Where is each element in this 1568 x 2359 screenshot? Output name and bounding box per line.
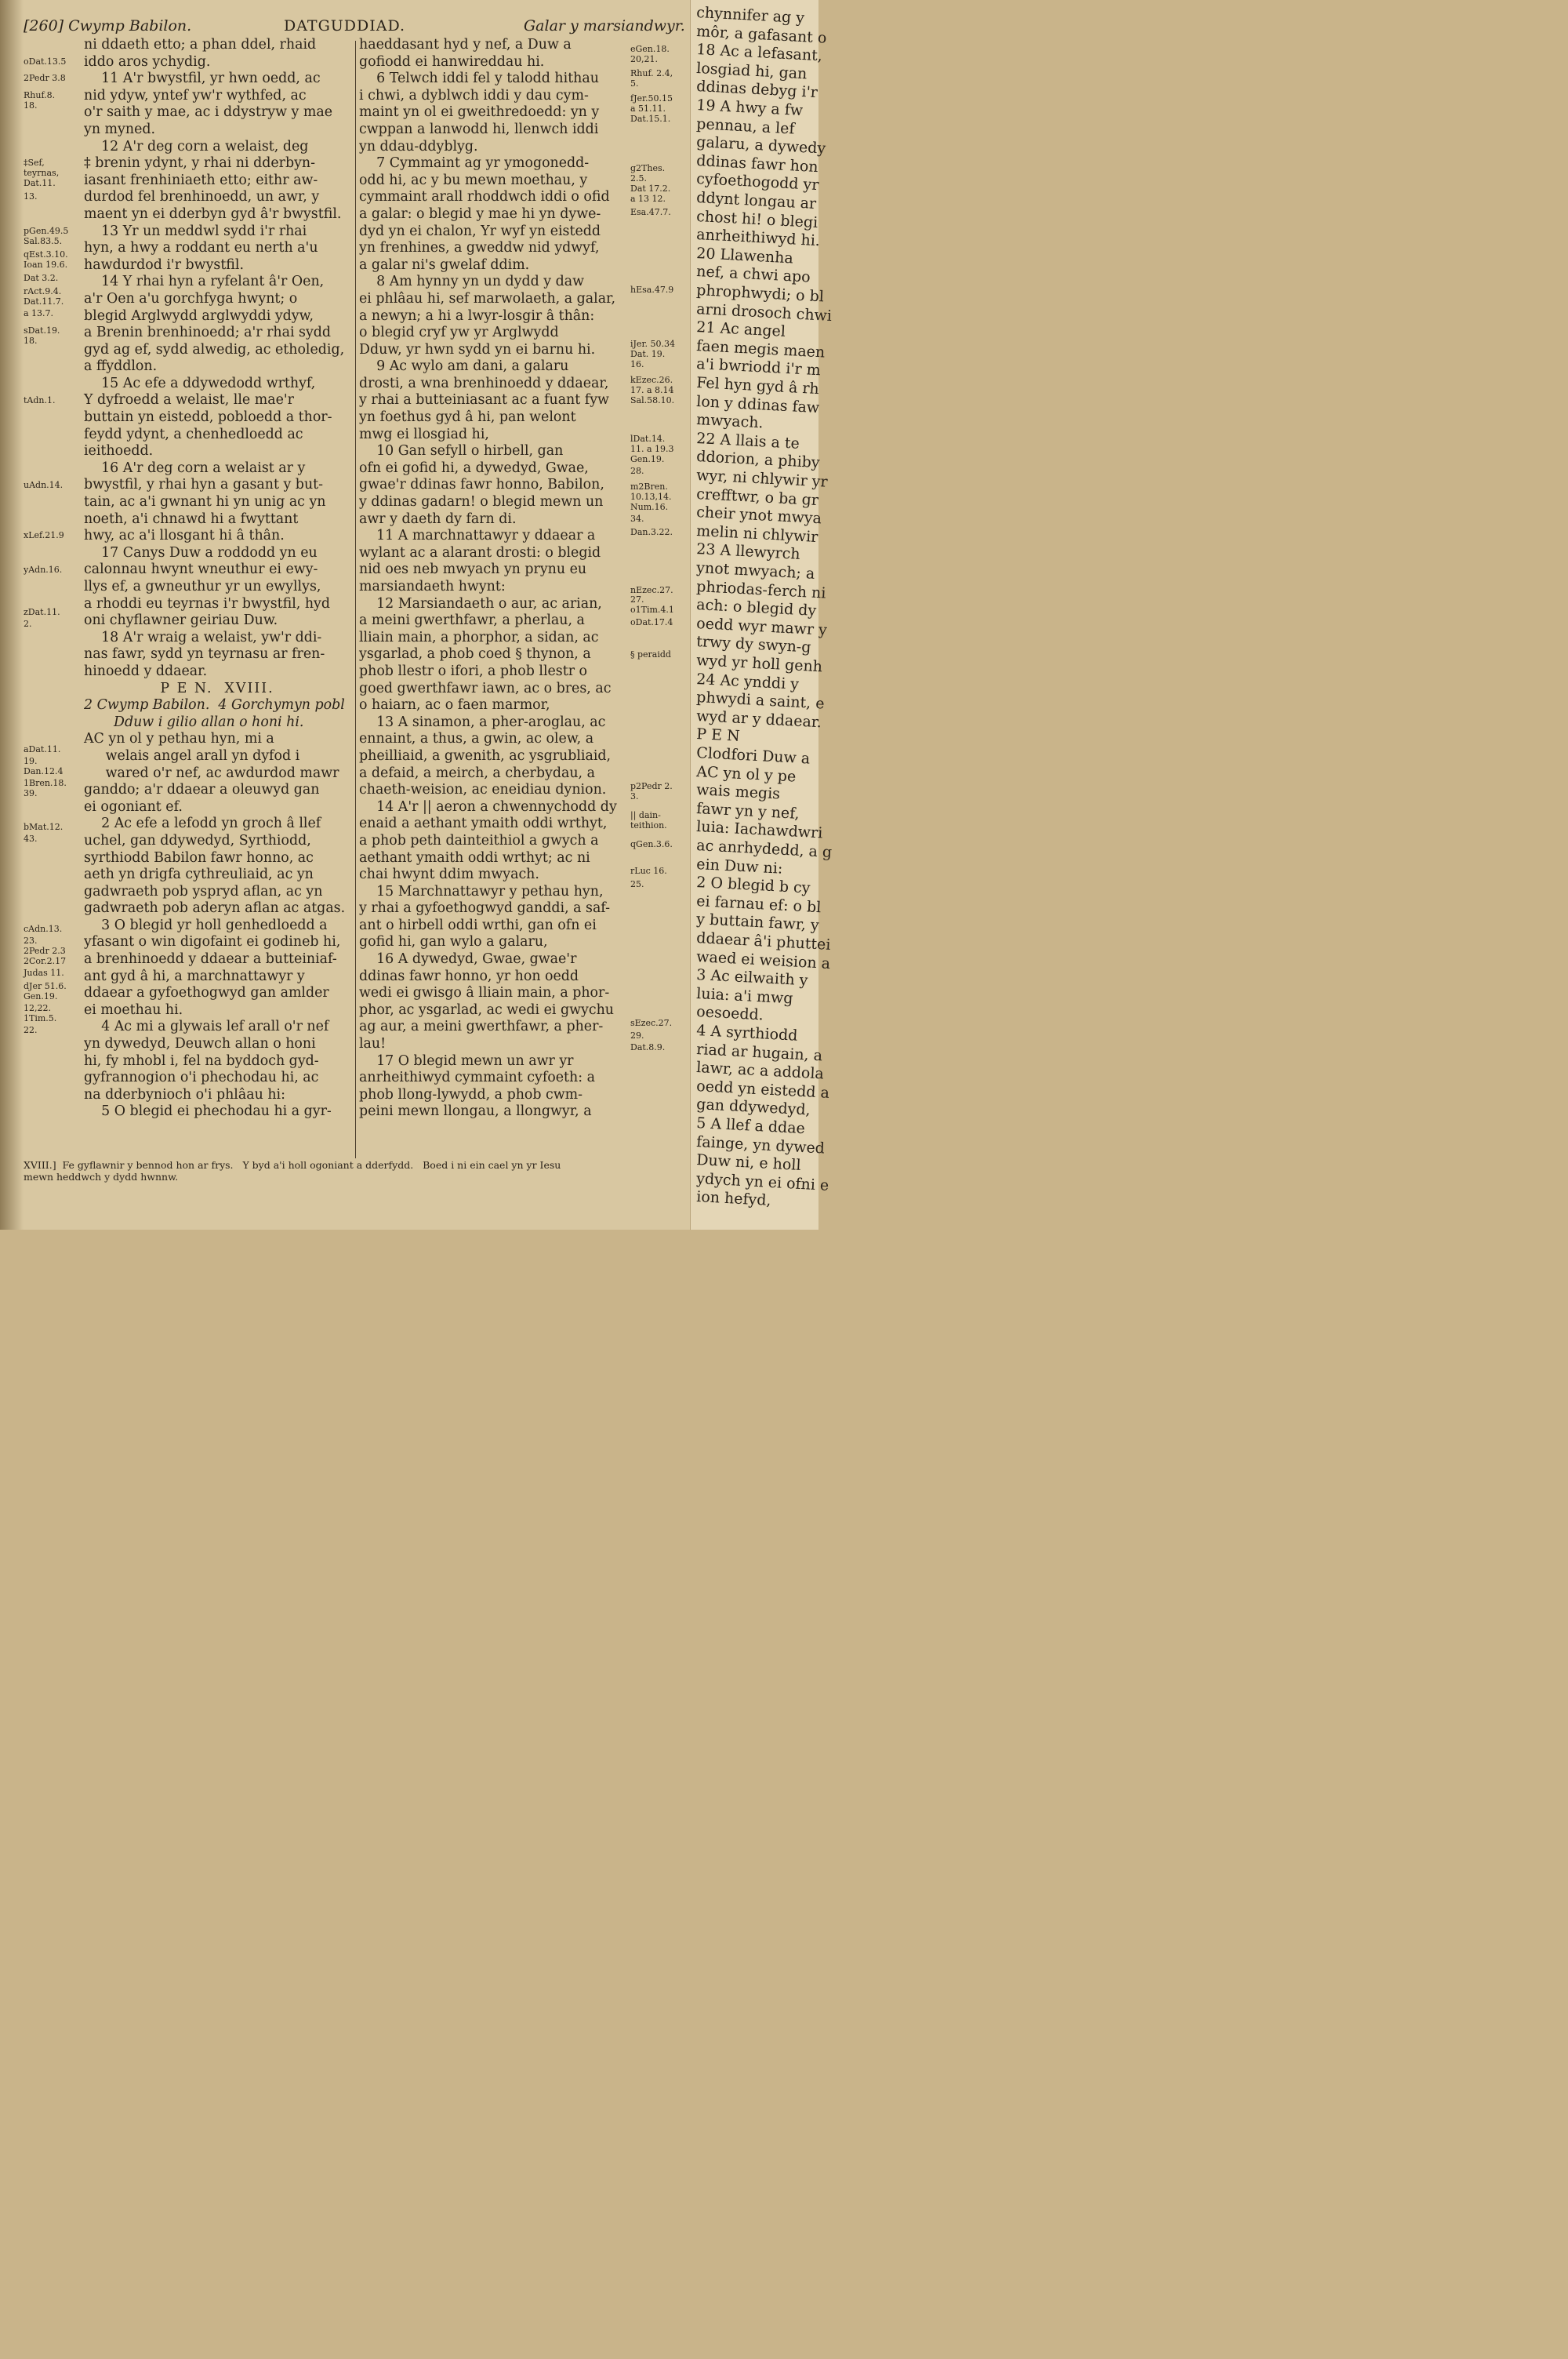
facing-page-line: 19 A hwy a fw: [695, 96, 804, 120]
cross-reference: Dat.8.9.: [630, 1041, 666, 1052]
cross-reference: Ioan 19.6.: [24, 259, 68, 270]
cross-reference: 3.: [630, 791, 639, 802]
cross-reference: Num.16.: [630, 501, 669, 512]
cross-reference: Dat.11.7.: [24, 296, 64, 307]
verse-line: lau!: [359, 1036, 387, 1052]
verse-line: a ffyddlon.: [84, 358, 158, 375]
verse-line: hyn, a hwy a roddant eu nerth a'u: [84, 240, 318, 256]
facing-page-line: lon y ddinas faw: [695, 392, 820, 416]
cross-reference: oDat.13.5: [24, 56, 67, 67]
verse-line: anrheithiwyd cymmaint cyfoeth: a: [359, 1070, 595, 1086]
verse-line: ei moethau hi.: [84, 1001, 183, 1018]
verse-line: y rhai a butteiniasant ac a fuant fyw: [359, 392, 609, 409]
verse-line: wylant ac a alarant drosti: o blegid: [359, 544, 601, 561]
cross-reference: fJer.50.15: [630, 93, 673, 104]
bible-page: [0, 0, 690, 1230]
facing-page-line: 23 A llewyrch: [695, 540, 801, 564]
cross-reference: tAdn.1.: [24, 394, 56, 405]
facing-page-line: P E N: [695, 725, 741, 746]
verse-line: 14 A'r || aeron a chwennychodd dy: [359, 798, 617, 815]
verse-line: feydd ydynt, a chenhedloedd ac: [84, 426, 303, 442]
chapter-title: P E N. XVIII.: [160, 680, 274, 696]
facing-page-line: losgiad hi, gan: [695, 59, 808, 83]
cross-reference: iJer. 50.34: [630, 339, 675, 350]
verse-line: aeth yn drigfa cythreuliaid, ac yn: [84, 867, 314, 883]
cross-reference: 22.: [24, 1025, 38, 1036]
cross-reference: teyrnas,: [24, 168, 60, 179]
verse-line: 13 A sinamon, a pher-aroglau, ac: [359, 714, 606, 730]
verse-line: yn ddau-ddyblyg.: [359, 138, 478, 154]
cross-reference: sEzec.27.: [630, 1018, 673, 1029]
cross-reference: qGen.3.6.: [630, 838, 673, 849]
cross-reference: 12,22.: [24, 1003, 51, 1014]
verse-line: phor, ac ysgarlad, ac wedi ei gwychu: [359, 1001, 614, 1018]
facing-page-line: fainge, yn dywed: [695, 1132, 826, 1158]
verse-line: a meini gwerthfawr, a pherlau, a: [359, 612, 585, 629]
facing-page-line: 24 Ac ynddi y: [695, 670, 800, 693]
facing-page-line: ddorion, a phiby: [695, 448, 821, 472]
cross-reference: Esa.47.7.: [630, 206, 671, 217]
verse-line: 17 O blegid mewn un awr yr: [359, 1052, 574, 1069]
verse-line: gwae'r ddinas fawr honno, Babilon,: [359, 477, 604, 493]
verse-line: wared o'r nef, ac awdurdod mawr: [84, 765, 339, 781]
verse-line: marsiandaeth hwynt:: [359, 579, 506, 594]
verse-line: ei ogoniant ef.: [84, 798, 183, 815]
facing-page-line: oedd wyr mawr y: [695, 614, 828, 639]
cross-reference: 2.5.: [630, 173, 647, 184]
verse-line: a phob peth dainteithiol a gwych a: [359, 832, 599, 849]
cross-reference: 2Pedr 2.3: [24, 945, 66, 956]
verse-line: 16 A dywedyd, Gwae, gwae'r: [359, 951, 577, 968]
cross-reference: g2Thes.: [630, 162, 666, 173]
verse-line: lliain main, a phorphor, a sidan, ac: [359, 629, 599, 645]
verse-line: drosti, a wna brenhinoedd y ddaear,: [359, 375, 609, 391]
verse-line: 7 Cymmaint ag yr ymogonedd-: [359, 155, 590, 172]
facing-page-line: trwy dy swyn-g: [695, 633, 812, 657]
facing-page-line: phriodas-ferch ni: [695, 577, 826, 602]
running-head-book: DATGUDDIAD.: [284, 17, 406, 35]
verse-line: 11 A marchnattawyr y ddaear a: [359, 528, 596, 544]
page-footer-note: [24, 1159, 561, 1183]
verse-line: ddinas fawr honno, yr hon oedd: [359, 968, 579, 984]
verse-line: o'r saith y mae, ac i ddystryw y mae: [84, 104, 333, 121]
facing-page-line: nef, a chwi apo: [695, 263, 811, 286]
verse-line: wedi ei gwisgo â lliain main, a phor-: [359, 985, 610, 1001]
facing-page-line: y buttain fawr, y: [695, 911, 820, 935]
verse-line: ag aur, a meini gwerthfawr, a pher-: [359, 1019, 604, 1035]
verse-line: 10 Gan sefyll o hirbell, gan: [359, 443, 564, 460]
facing-page-line: Fel hyn gyd â rh: [695, 373, 820, 398]
verse-line: a newyn; a hi a lwyr-losgir â thân:: [359, 307, 595, 324]
verse-line: maint yn ol ei gweithredoedd: yn y: [359, 104, 600, 121]
facing-page-line: 20 Llawenha: [695, 244, 794, 267]
facing-page-line: ach: o blegid dy: [695, 596, 817, 620]
verse-line: maent yn ei dderbyn gyd â'r bwystfil.: [84, 205, 342, 222]
facing-page-line: chost hi! o blegi: [695, 207, 818, 231]
verse-line: ysgarlad, a phob coed § thynon, a: [359, 646, 591, 663]
verse-line: uchel, gan ddywedyd, Syrthiodd,: [84, 832, 311, 849]
verse-line: noeth, a'i chnawd hi a fwyttant: [84, 511, 299, 527]
verse-line: ieithoedd.: [84, 443, 154, 460]
verse-line: ofn ei gofid hi, a dywedyd, Gwae,: [359, 460, 589, 476]
facing-page-line: Clodfori Duw a: [695, 743, 811, 768]
verse-line: i chwi, a dyblwch iddi y dau cym-: [359, 87, 589, 104]
facing-page-line: anrheithiwyd hi.: [695, 226, 821, 250]
verse-line: syrthiodd Babilon fawr honno, ac: [84, 849, 314, 866]
verse-line: 14 Y rhai hyn a ryfelant â'r Oen,: [84, 274, 325, 290]
facing-page-line: oesoedd.: [695, 1003, 764, 1024]
cross-reference: 16.: [630, 359, 644, 370]
verse-line: oni chyflawner geiriau Duw.: [84, 612, 278, 629]
verse-line: yn frenhines, a gweddw nid ydwyf,: [359, 240, 600, 256]
cross-reference: pGen.49.5: [24, 225, 69, 236]
facing-page-line: phrophwydi; o bl: [695, 281, 825, 306]
facing-page-line: ddinas fawr hon: [695, 151, 819, 176]
verse-line: cwppan a lanwodd hi, llenwch iddi: [359, 121, 599, 137]
verse-line: ennaint, a thus, a gwin, ac olew, a: [359, 731, 594, 747]
verse-line: 6 Telwch iddi fel y talodd hithau: [359, 71, 599, 87]
verse-line: a defaid, a meirch, a cherbydau, a: [359, 765, 595, 781]
verse-line: y ddinas gadarn! o blegid mewn un: [359, 494, 604, 511]
verse-line: 8 Am hynny yn un dydd y daw: [359, 274, 585, 290]
cross-reference: yAdn.16.: [24, 564, 63, 575]
cross-reference: 27.: [630, 594, 644, 605]
facing-page-line: waed ei weision a: [695, 947, 831, 972]
cross-reference: 13.: [24, 191, 38, 202]
cross-reference: 1Bren.18.: [24, 777, 67, 788]
facing-page-line: lawr, ac a addola: [695, 1059, 825, 1083]
verse-line: durdod fel brenhinoedd, un awr, y: [84, 189, 320, 205]
cross-reference: 19.: [24, 755, 38, 766]
cross-reference: Dan.12.4: [24, 765, 64, 776]
cross-reference: zDat.11.: [24, 606, 60, 617]
cross-reference: kEzec.26.: [630, 374, 673, 385]
verse-line: 16 A'r deg corn a welaist ar y: [84, 460, 306, 476]
facing-page-line: ydych yn ei ofni e: [695, 1169, 829, 1194]
cross-reference: 23.: [24, 935, 38, 946]
facing-page-line: chynnifer ag y: [695, 3, 805, 27]
facing-page-line: wyd yr holl genh: [695, 651, 823, 676]
verse-line: nas fawr, sydd yn teyrnasu ar fren-: [84, 646, 325, 663]
facing-page-line: Duw ni, e holl: [695, 1151, 802, 1175]
left-text-column: [84, 37, 350, 1121]
cross-reference: Sal.83.5.: [24, 235, 63, 246]
cross-reference: hEsa.47.9: [630, 285, 674, 296]
facing-page-line: 4 A syrthiodd: [695, 1021, 798, 1045]
verse-line: peini mewn llongau, a llongwyr, a: [359, 1103, 592, 1120]
cross-reference: eGen.18.: [630, 44, 670, 55]
binding-shadow: [0, 0, 24, 1230]
facing-page-line: fawr yn y nef,: [695, 799, 800, 823]
verse-line: 5 O blegid ei phechodau hi a gyr-: [84, 1103, 332, 1120]
cross-reference: 1Tim.5.: [24, 1013, 57, 1023]
facing-page-line: riad ar hugain, a: [695, 1040, 823, 1064]
cross-reference: sDat.19.: [24, 325, 60, 336]
facing-page-line: ion hefyd,: [695, 1188, 772, 1210]
cross-reference: 29.: [630, 1030, 644, 1041]
facing-page-line: wais megis: [695, 781, 781, 803]
verse-line: 4 Ac mi a glywais lef arall o'r nef: [84, 1019, 329, 1035]
facing-page-line: wyd ar y ddaear.: [695, 707, 822, 732]
verse-line: iddo aros ychydig.: [84, 53, 211, 70]
cross-reference: || dain-: [630, 809, 661, 820]
facing-page-line: cheir ynot mwya: [695, 503, 822, 528]
verse-line: yn myned.: [84, 121, 156, 137]
running-head-right: Galar y marsiandwyr.: [524, 17, 685, 35]
verse-line: bwystfil, y rhai hyn a gasant y but-: [84, 477, 324, 493]
verse-line: ganddo; a'r ddaear a oleuwyd gan: [84, 782, 320, 798]
verse-line: Y dyfroedd a welaist, lle mae'r: [84, 392, 294, 409]
facing-page-line: môr, a gafasant o: [695, 22, 827, 47]
verse-line: chai hwynt ddim mwyach.: [359, 867, 539, 883]
verse-line: a Brenin brenhinoedd; a'r rhai sydd: [84, 325, 332, 341]
cross-reference: rLuc 16.: [630, 866, 667, 877]
facing-page-line: 5 A llef a ddae: [695, 1114, 806, 1138]
verse-line: hawdurdod i'r bwystfil.: [84, 256, 244, 273]
cross-reference: cAdn.13.: [24, 923, 63, 934]
cross-reference: Rhuf.8.: [24, 89, 56, 100]
facing-page-line: wyr, ni chlywir yr: [695, 466, 829, 491]
verse-line: y rhai a gyfoethogwyd ganddi, a saf-: [359, 900, 611, 917]
facing-page-line: crefftwr, o ba gr: [695, 485, 819, 509]
cross-reference: Sal.58.10.: [630, 394, 675, 405]
facing-page-line: ei farnau ef: o bl: [695, 892, 822, 917]
facing-page-line: melin ni chlywir: [695, 522, 818, 546]
facing-page-line: mwyach.: [695, 411, 764, 432]
facing-page-line: a'i bwriodd i'r m: [695, 355, 822, 380]
verse-line: nid oes neb mwyach yn prynu eu: [359, 562, 587, 578]
facing-page-line: phwydi a saint, e: [695, 689, 826, 713]
verse-line: llys ef, a gwneuthur yr un ewyllys,: [84, 579, 321, 594]
facing-page-line: 18 Ac a lefasant,: [695, 41, 823, 65]
verse-line: yn foethus gyd â hi, pan welont: [359, 409, 576, 426]
cross-reference: 25.: [630, 879, 644, 890]
verse-line: blegid Arglwydd arglwyddi ydyw,: [84, 307, 314, 324]
facing-page-line: ein Duw ni:: [695, 855, 783, 878]
cross-reference: 2.: [24, 618, 32, 629]
verse-line: na dderbynioch o'i phlâau hi:: [84, 1086, 285, 1103]
cross-reference: Dat 17.2.: [630, 183, 671, 194]
verse-line: 15 Marchnattawyr y pethau hyn,: [359, 883, 604, 900]
verse-line: buttain yn eistedd, pobloedd a thor-: [84, 409, 332, 426]
cross-reference: nEzec.27.: [630, 584, 673, 595]
facing-page-line: ddaear â'i phuttei: [695, 929, 831, 954]
verse-line: calonnau hwynt wneuthur ei ewy-: [84, 562, 318, 578]
cross-reference: Gen.19.: [24, 990, 58, 1001]
verse-line: a brenhinoedd y ddaear a butteiniaf-: [84, 951, 337, 968]
verse-line: odd hi, ac y bu mewn moethau, y: [359, 172, 588, 188]
verse-line: gyd ag ef, sydd alwedig, ac etholedig,: [84, 341, 345, 358]
verse-line: 12 A'r deg corn a welaist, deg: [84, 138, 309, 154]
verse-line: a galar ni's gwelaf ddim.: [359, 256, 530, 273]
cross-reference: oDat.17.4: [630, 616, 673, 627]
cross-reference: qEst.3.10.: [24, 249, 68, 260]
cross-reference: 11. a 19.3: [630, 444, 674, 455]
facing-page-line: 3 Ac eilwaith y: [695, 966, 809, 990]
cross-reference: 34.: [630, 513, 644, 524]
verse-line: awr y daeth dy farn di.: [359, 511, 517, 527]
verse-line: phob llestr o ifori, a phob llestr o: [359, 663, 588, 679]
cross-reference: 39.: [24, 787, 38, 798]
facing-page-line: ac anrhydedd, a g: [695, 836, 833, 862]
verse-line: ant gyd â hi, a marchnattawyr y: [84, 968, 305, 984]
facing-page-line: ddynt longau ar: [695, 188, 817, 213]
facing-page-line: luia: Iachawdwri: [695, 818, 823, 842]
verse-line: tain, ac a'i gwnant hi yn unig ac yn: [84, 494, 326, 511]
cross-reference: a 13.7.: [24, 308, 54, 319]
facing-page-line: AC yn ol y pe: [695, 762, 797, 786]
cross-reference: 18.: [24, 100, 38, 111]
verse-line: gyfrannogion o'i phechodau hi, ac: [84, 1070, 319, 1086]
verse-line: o blegid cryf yw yr Arglwydd: [359, 325, 559, 341]
cross-reference: Dat.11.: [24, 178, 56, 189]
facing-page-line: faen megis maen: [695, 336, 826, 362]
verse-line: dyd yn ei chalon, Yr wyf yn eistedd: [359, 223, 601, 239]
footer-line-1: XVIII.] Fe gyflawnir y bennod hon ar frys. Y byd a'i holl ogoniant a dderfydd. Boed i ni ein cael yn yr Iesu: [24, 1159, 561, 1171]
cross-reference: rAct.9.4.: [24, 286, 62, 297]
facing-page-line: ynot mwyach; a: [695, 558, 815, 583]
cross-reference: 17. a 8.14: [630, 384, 674, 395]
cross-reference: xLef.21.9: [24, 530, 64, 541]
cross-reference: 43.: [24, 834, 38, 845]
verse-line: 11 A'r bwystfil, yr hwn oedd, ac: [84, 71, 321, 87]
verse-line: phob llong-lywydd, a phob cwm-: [359, 1086, 583, 1103]
cross-reference: 20,21.: [630, 54, 658, 65]
verse-line: ni ddaeth etto; a phan ddel, rhaid: [84, 37, 317, 53]
cross-reference: 2Cor.2.17: [24, 955, 67, 966]
verse-line: gofid hi, gan wylo a galaru,: [359, 934, 548, 951]
verse-line: enaid a aethant ymaith oddi wrthyt,: [359, 816, 608, 832]
facing-page-line: 21 Ac angel: [695, 318, 786, 341]
cross-reference: m2Bren.: [630, 481, 668, 492]
verse-line: hinoedd y ddaear.: [84, 663, 208, 679]
right-text-column: [359, 37, 630, 1121]
verse-line: Dduw, yr hwn sydd yn ei barnu hi.: [359, 341, 596, 358]
verse-line: 2 Ac efe a lefodd yn groch â llef: [84, 816, 321, 832]
cross-reference: Rhuf. 2.4,: [630, 67, 673, 78]
footer-line-2: mewn heddwch y dydd hwnnw.: [24, 1171, 179, 1183]
cross-reference: Dan.3.22.: [630, 527, 673, 538]
verse-line: 18 A'r wraig a welaist, yw'r ddi-: [84, 629, 322, 645]
cross-reference: teithion.: [630, 820, 667, 831]
verse-line: ant o hirbell oddi wrthi, gan ofn ei: [359, 917, 597, 933]
cross-reference: § peraidd: [630, 649, 671, 660]
facing-page-line: gan ddywedyd,: [695, 1096, 811, 1119]
cross-reference: dJer 51.6.: [24, 980, 67, 991]
cross-reference: p2Pedr 2.: [630, 781, 673, 792]
verse-line: a galar: o blegid y mae hi yn dywe-: [359, 205, 601, 222]
verse-line: 17 Canys Duw a roddodd yn eu: [84, 544, 318, 561]
verse-line: nid ydyw, yntef yw'r wythfed, ac: [84, 87, 307, 104]
column-divider: [355, 41, 356, 1158]
running-head-left: [260] Cwymp Babilon.: [24, 17, 192, 35]
verse-line: ‡ brenin ydynt, y rhai ni dderbyn-: [84, 155, 315, 172]
cross-reference: ‡Sef,: [24, 158, 45, 169]
verse-line: ei phlâau hi, sef marwolaeth, a galar,: [359, 290, 615, 307]
cross-reference: uAdn.14.: [24, 479, 64, 490]
verse-line: yn dywedyd, Deuwch allan o honi: [84, 1036, 316, 1052]
facing-page-line: 22 A llais a te: [695, 429, 800, 453]
facing-page-line: 2 O blegid b cy: [695, 874, 811, 897]
facing-page-line: luia: a'i mwg: [695, 984, 794, 1008]
cross-reference: Dat.15.1.: [630, 114, 671, 125]
facing-page-line: pennau, a lef: [695, 114, 796, 138]
verse-line: gofiodd ei hanwireddau hi.: [359, 53, 545, 70]
cross-reference: 5.: [630, 78, 639, 89]
verse-line: pheilliaid, a gwenith, ac ysgrubliaid,: [359, 747, 612, 764]
facing-page-line: cyfoethogodd yr: [695, 170, 819, 194]
cross-reference: Gen.19.: [630, 454, 665, 465]
cross-reference: Dat. 19.: [630, 349, 666, 360]
cross-reference: a 13 12.: [630, 193, 666, 204]
verse-line: welais angel arall yn dyfod i: [84, 747, 300, 764]
verse-line: aethant ymaith oddi wrthyt; ac ni: [359, 849, 590, 866]
verse-line: a'r Oen a'u gorchfyga hwynt; o: [84, 290, 298, 307]
facing-page-line: oedd yn eistedd a: [695, 1077, 830, 1102]
cross-reference: 18.: [24, 336, 38, 346]
verse-line: cymmaint arall rhoddwch iddi o ofid: [359, 189, 610, 205]
verse-line: AC yn ol y pethau hyn, mi a: [84, 731, 274, 747]
cross-reference: a 51.11.: [630, 104, 666, 114]
facing-page-line: ddinas debyg i'r: [695, 78, 818, 102]
verse-line: a rhoddi eu teyrnas i'r bwystfil, hyd: [84, 595, 331, 612]
facing-page-line: arni drosoch chwi: [695, 300, 833, 325]
cross-reference: Judas 11.: [24, 967, 64, 978]
verse-line: 12 Marsiandaeth o aur, ac arian,: [359, 595, 602, 612]
cross-reference: o1Tim.4.1: [630, 605, 674, 616]
verse-line: haeddasant hyd y nef, a Duw a: [359, 37, 572, 53]
verse-line: 3 O blegid yr holl genhedloedd a: [84, 917, 328, 933]
verse-line: gadwraeth pob yspryd aflan, ac yn: [84, 883, 323, 900]
cross-reference: 28.: [630, 466, 644, 477]
facing-page-line: galaru, a dywedy: [695, 133, 826, 158]
facing-page-edge: [690, 0, 833, 1230]
verse-line: yfasant o win digofaint ei godineb hi,: [84, 934, 341, 951]
cross-reference: bMat.12.: [24, 821, 64, 832]
verse-line: mwg ei llosgiad hi,: [359, 426, 489, 442]
chapter-summary: 2 Cwymp Babilon. 4 Gorchymyn pobl: [84, 697, 345, 714]
cross-reference: lDat.14.: [630, 434, 666, 445]
verse-line: gadwraeth pob aderyn aflan ac atgas.: [84, 900, 346, 917]
verse-line: ddaear a gyfoethogwyd gan amlder: [84, 985, 329, 1001]
cross-reference: Dat 3.2.: [24, 273, 59, 284]
verse-line: hwy, ac a'i llosgant hi â thân.: [84, 528, 285, 544]
verse-line: chaeth-weision, ac eneidiau dynion.: [359, 782, 607, 798]
cross-reference: aDat.11.: [24, 743, 61, 754]
verse-line: 13 Yr un meddwl sydd i'r rhai: [84, 223, 307, 239]
verse-line: goed gwerthfawr iawn, ac o bres, ac: [359, 680, 612, 696]
chapter-summary-cont: Dduw i gilio allan o honi hi.: [114, 714, 304, 730]
verse-line: 9 Ac wylo am dani, a galaru: [359, 358, 569, 375]
verse-line: iasant frenhiniaeth etto; eithr aw-: [84, 172, 318, 188]
verse-line: hi, fy mhobl i, fel na byddoch gyd-: [84, 1052, 319, 1069]
verse-line: 15 Ac efe a ddywedodd wrthyf,: [84, 375, 316, 391]
cross-reference: 10.13,14.: [630, 491, 672, 502]
cross-reference: 2Pedr 3.8: [24, 73, 66, 84]
verse-line: o haiarn, ac o faen marmor,: [359, 697, 550, 714]
